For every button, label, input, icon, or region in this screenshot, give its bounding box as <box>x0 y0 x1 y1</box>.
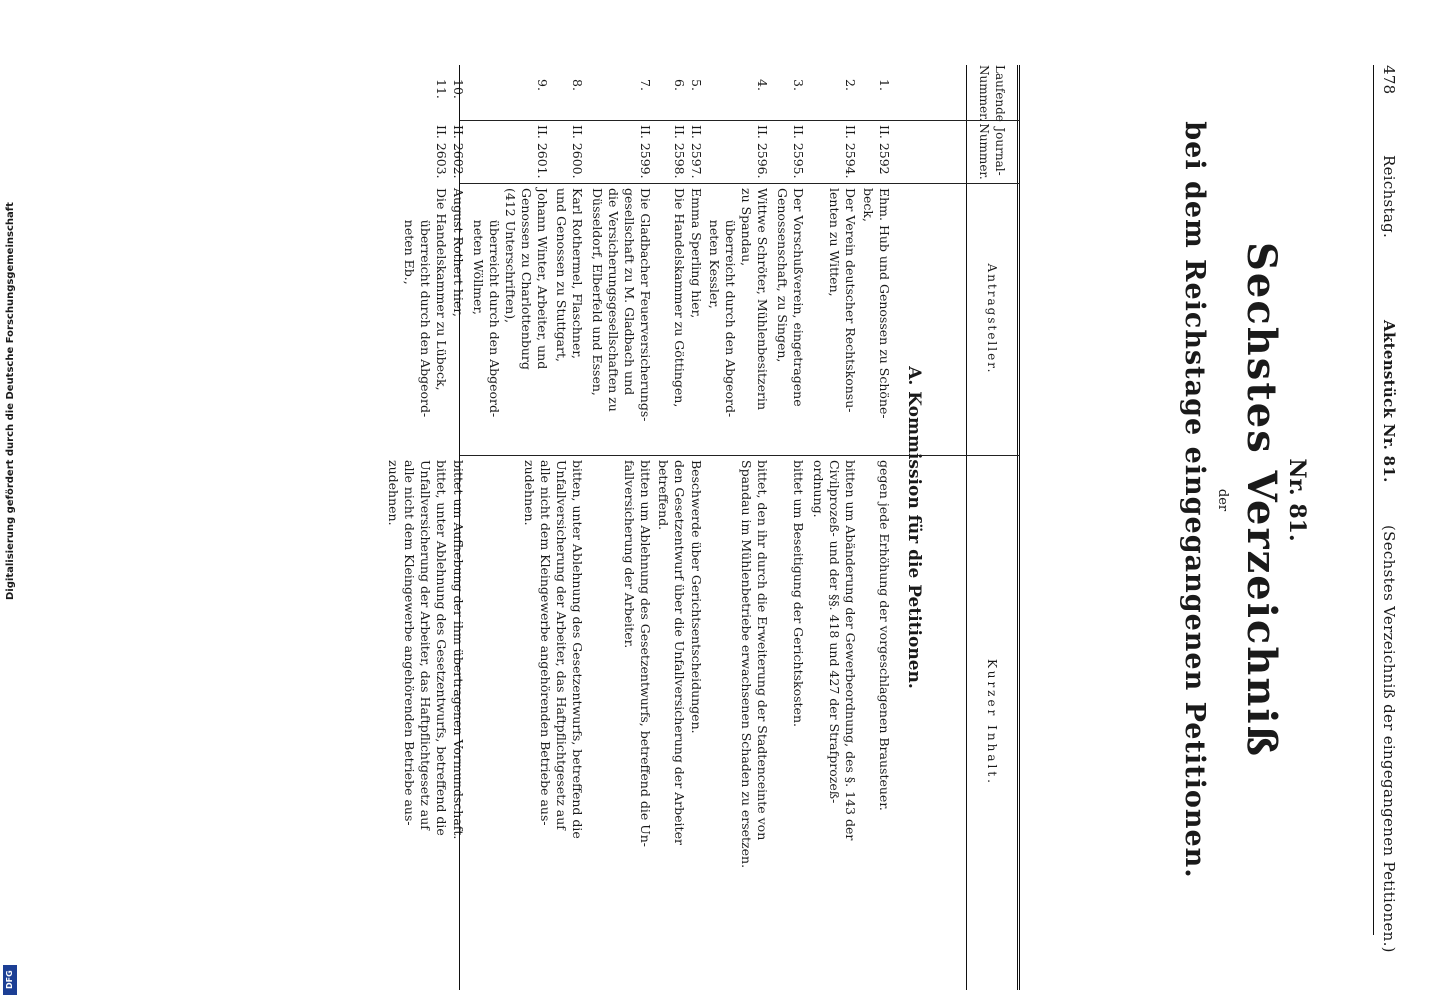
header-kurzer-inhalt: Kurzer Inhalt. <box>985 659 999 786</box>
row-journal: II. 2594. <box>843 125 858 179</box>
row-journal: II. 2596. <box>755 125 770 179</box>
row-antragsteller: Wittwe Schröter, Mühlenbesitzerin zu Spandau, überreicht durch den Abgeord- neten Kessler, <box>707 188 770 418</box>
document-subtitle: bei dem Reichstage eingegangenen Petitionen. <box>1179 121 1210 879</box>
row-journal: II. 2598. <box>672 125 687 179</box>
document-number: Nr. 81. <box>1284 458 1310 542</box>
table-top-rule <box>1015 65 1020 990</box>
row-journal: II. 2595. <box>791 125 806 179</box>
row-number: 7. <box>638 79 653 91</box>
row-inhalt: gegen jede Erhöhung der vorgeschlagenen Brausteuer. <box>877 460 892 811</box>
column-divider <box>460 120 1020 121</box>
document-connector: der <box>1215 488 1230 512</box>
column-divider <box>460 455 1020 456</box>
row-inhalt: den Gesetzentwurf über die Unfallversicherung der Arbeiter betreffend. <box>656 460 687 845</box>
row-antragsteller: Der Verein deutscher Rechtskonsu- lenten zu Witten, <box>827 188 858 413</box>
row-journal: II. 2597. <box>689 125 704 179</box>
row-number: 8. <box>570 79 585 91</box>
section-heading: A. Kommission für die Petitionen. <box>904 366 924 689</box>
row-journal: II. 2592 <box>877 125 892 175</box>
row-inhalt: bitten um Abänderung der Gewerbeordnung, des §. 143 der Civilprozeß- und der §§. 418 und 427 der Strafprozeß- ordnung. <box>811 460 858 841</box>
row-inhalt: bittet um Aufhebung der ihm übertragenen Vormundschaft. <box>451 460 466 840</box>
table-header-rule <box>966 65 967 990</box>
row-journal: II. 2603. <box>434 125 449 179</box>
row-antragsteller: Karl Rothermel, Flaschner, und Genossen zu Stuttgart, <box>554 188 585 363</box>
running-head-left: Reichstag. <box>1380 155 1398 239</box>
column-divider <box>460 183 1020 184</box>
row-inhalt: bittet, unter Ablehnung des Gesetzentwurfs, betreffend die Unfallversicherung der Arbeiter, das Haftpflichtgesetz auf alle nicht dem Kleingewerbe angehörenden Betriebe aus- zudehnen. <box>386 460 449 836</box>
row-antragsteller: Ehm. Hub und Genossen zu Schöne- beck, <box>861 188 892 419</box>
row-number: 5. <box>689 79 704 91</box>
rotated-page <box>15 20 1400 980</box>
header-journal-nummer: Journal- Nummer. <box>977 123 1007 180</box>
row-journal: II. 2601. <box>535 125 550 179</box>
row-antragsteller: Emma Sperling hier, <box>689 188 704 319</box>
row-number: 9. <box>535 79 550 91</box>
row-antragsteller: Die Handelskammer zu Göttingen, <box>672 188 687 408</box>
digitization-credit: Digitalisierung gefördert durch die Deutsche Forschungsgemeinschaft <box>5 202 16 600</box>
row-number: 6. <box>672 79 687 91</box>
row-number: 4. <box>755 79 770 91</box>
header-antragsteller: Antragsteller. <box>985 263 999 375</box>
row-journal: II. 2602. <box>451 125 466 179</box>
running-head-rule <box>1373 65 1374 935</box>
row-antragsteller: Der Vorschußverein, eingetragene Genossenschaft, zu Singen, <box>775 188 806 407</box>
row-number: 11. <box>434 79 449 99</box>
row-inhalt: bittet um Beseitigung der Gerichtskosten. <box>791 460 806 727</box>
row-number: 1. <box>877 79 892 91</box>
row-antragsteller: August Rothert hier, <box>451 188 466 317</box>
row-antragsteller: Johann Winter, Arbeiter, und Genossen zu Charlottenburg (412 Unterschriften), überreicht durch den Abgeord- neten Wöllmer, <box>471 188 550 418</box>
row-inhalt: bitten um Ablehnung des Gesetzentwurfs, betreffend die Un- fallversicherung der Arbeiter. <box>622 460 653 847</box>
row-inhalt: Beschwerde über Gerichtsentscheidungen. <box>689 460 704 734</box>
dfg-logo: DFG <box>3 965 17 995</box>
row-inhalt: bitten, unter Ablehnung des Gesetzentwurfs, betreffend die Unfallversicherung der Arbeiter, das Haftpflichtgesetz auf alle nicht dem Kleingewerbe angehörenden Betriebe aus- zudehnen. <box>522 460 585 839</box>
running-head-right: (Sechstes Verzeichniß der eingegangenen Petitionen.) <box>1380 525 1398 953</box>
header-laufende-nummer: Laufende Nummer. <box>977 65 1007 122</box>
row-number: 10. <box>451 79 466 99</box>
row-antragsteller: Die Handelskammer zu Lübeck, überreicht durch den Abgeord- neten Eb., <box>402 188 449 418</box>
row-number: 2. <box>843 79 858 91</box>
document-title: Sechstes Verzeichniß <box>1238 241 1285 758</box>
row-number: 3. <box>791 79 806 91</box>
row-journal: II. 2600. <box>570 125 585 179</box>
running-head-center: Aktenstück Nr. 81. <box>1380 320 1398 483</box>
page-number: 478 <box>1380 65 1398 95</box>
row-antragsteller: Die Gladbacher Feuerversicherungs- gesellschaft zu M. Gladbach und die Versicherungsgesellschaften zu Düsseldorf, Elberfeld und Essen, <box>590 188 653 422</box>
row-inhalt: bittet, den ihr durch die Erweiterung der Stadtenceinte von Spandau im Mühlenbetriebe erwachsenen Schaden zu ersetzen. <box>739 460 770 869</box>
row-journal: II. 2599. <box>638 125 653 179</box>
